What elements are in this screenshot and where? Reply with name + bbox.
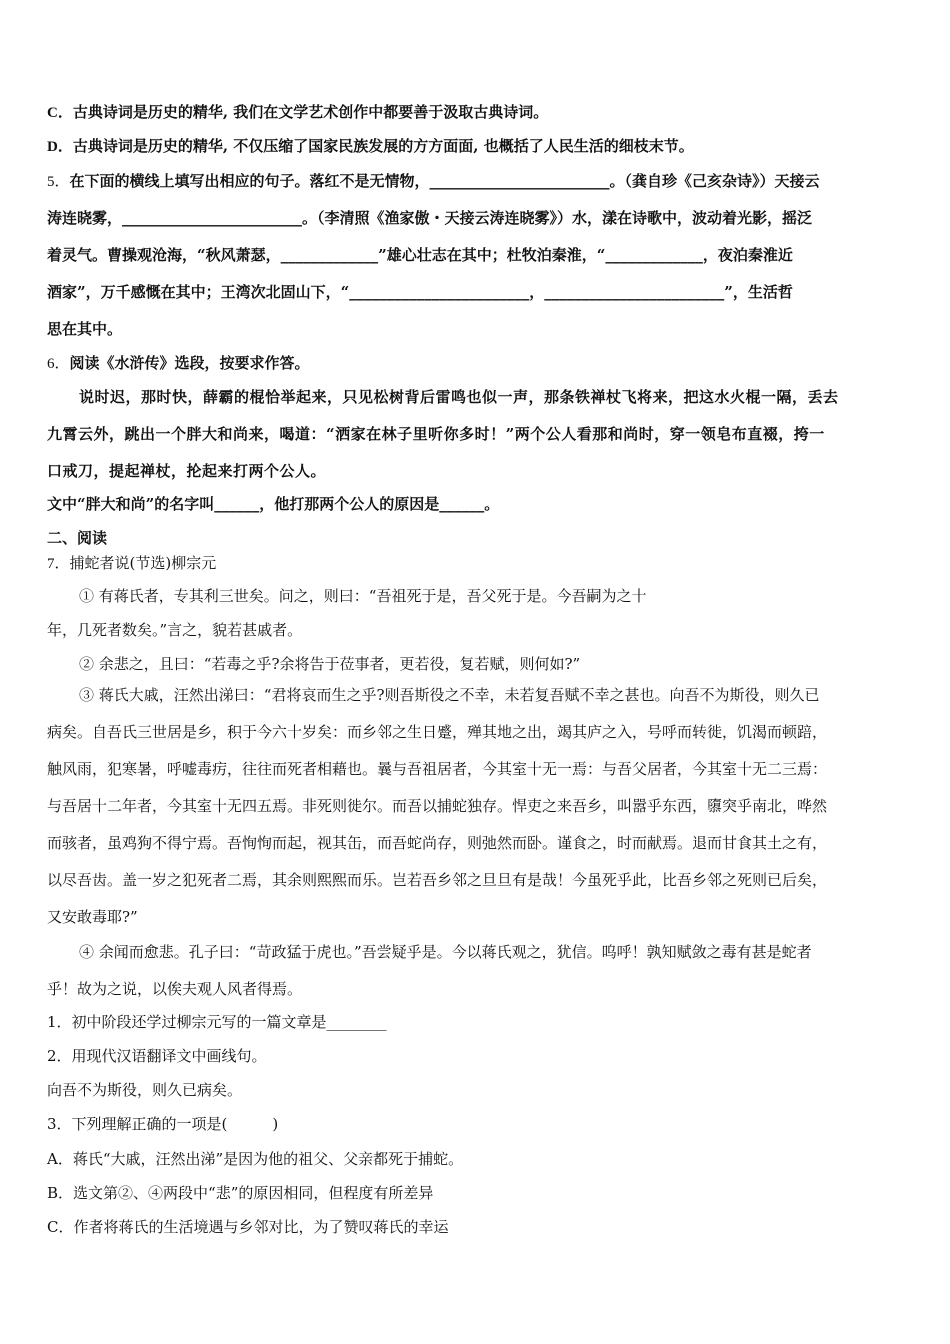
sub-question-1: 1．初中阶段还学过柳宗元写的一篇文章是________ (47, 1013, 387, 1031)
text-paragraph-4b: 乎！故为之说，以俟夫观人风者得焉。 (47, 980, 303, 998)
translation-sentence: 向吾不为斯役，则久已病矣。 (47, 1081, 243, 1099)
passage-line-1: 说时迟，那时快，薛霸的棍恰举起来，只见松树背后雷鸣也似一声，那条铁禅杖飞将来，把这水火棍一隔，丢去 (79, 388, 839, 406)
question-5-line-1: 5．在下面的横线上填写出相应的句子。落红不是无情物，________________________。（龚自珍《己亥杂诗》）天接云 (47, 172, 820, 190)
text-paragraph-1b: 年，几死者数矣。”言之，貌若甚戚者。 (47, 621, 303, 639)
text-paragraph-3c: 触风雨，犯寒暑，呼嘘毒疠，往往而死者相藉也。曩与吾祖居者，今其室十无一焉：与吾父居者，今其室十无二三焉： (47, 760, 828, 778)
text-paragraph-1a: ① 有蒋氏者，专其利三世矣。问之，则曰：“吾祖死于是，吾父死于是。今吾嗣为之十 (79, 587, 647, 605)
text-paragraph-3g: 又安敢毒耶?” (47, 908, 138, 926)
answer-option-b: B．选文第②、④两段中“悲”的原因相同，但程度有所差异 (47, 1184, 434, 1202)
passage-line-3: 口戒刀，提起禅杖，抡起来打两个公人。 (47, 462, 327, 480)
text-paragraph-2: ② 余悲之，且曰：“若毒之乎?余将告于莅事者，更若役，复若赋，则何如?” (79, 655, 581, 673)
text-paragraph-3a: ③ 蒋氏大戚，汪然出涕曰：“君将哀而生之乎?则吾斯役之不幸，未若复吾赋不幸之甚也。向吾不为斯役，则久已 (79, 686, 820, 704)
text-paragraph-3d: 与吾居十二年者，今其室十无四五焉。非死则徙尔。而吾以捕蛇独存。悍吏之来吾乡，叫嚣乎东西，隳突乎南北，哗然 (47, 797, 828, 815)
question-6-question: 文中“胖大和尚”的名字叫______，他打那两个公人的原因是______。 (47, 495, 500, 513)
question-5-line-5: 思在其中。 (47, 320, 123, 338)
section-heading: 二、阅读 (47, 529, 108, 547)
option-c: C．古典诗词是历史的精华, 我们在文学艺术创作中都要善于汲取古典诗词。 (47, 103, 549, 121)
text-paragraph-3f: 以尽吾齿。盖一岁之犯死者二焉，其余则熙熙而乐。岂若吾乡邻之旦旦有是哉！今虽死乎此，比吾乡邻之死则已后矣， (47, 871, 828, 889)
text-paragraph-3b: 病矣。自吾氏三世居是乡，积于今六十岁矣：而乡邻之生日蹙，殚其地之出，竭其庐之入，号呼而转徙，饥渴而顿踣， (47, 723, 828, 741)
question-5-line-2: 涛连晓雾，________________________。（李清照《渔家傲・天接云涛连晓雾》）水，漾在诗歌中，波动着光影，摇泛 (47, 209, 813, 227)
question-5-line-4: 酒家”，万千感慨在其中；王湾次北固山下，“________________________，________________________”，生活哲 (47, 283, 793, 301)
sub-question-2: 2．用现代汉语翻译文中画线句。 (47, 1047, 267, 1065)
question-5-line-3: 着灵气。曹操观沧海，“秋风萧瑟，_____________”雄心壮志在其中；杜牧泊秦淮，“_____________，夜泊秦淮近 (47, 246, 793, 264)
answer-option-a: A．蒋氏“大戚，汪然出涕”是因为他的祖父、父亲都死于捕蛇。 (47, 1150, 464, 1168)
question-7-title: 7．捕蛇者说(节选)柳宗元 (47, 554, 217, 572)
passage-line-2: 九霄云外，跳出一个胖大和尚来，喝道：“洒家在林子里听你多时！”两个公人看那和尚时，穿一领皂布直裰，挎一 (47, 425, 825, 443)
question-6-prompt: 6．阅读《水浒传》选段，按要求作答。 (47, 354, 310, 372)
answer-option-c: C．作者将蒋氏的生活境遇与乡邻对比，为了赞叹蒋氏的幸运 (47, 1218, 449, 1236)
text-paragraph-3e: 而骇者，虽鸡狗不得宁焉。吾恂恂而起，视其缶，而吾蛇尚存，则弛然而卧。谨食之，时而献焉。退而甘食其土之有， (47, 834, 828, 852)
sub-question-3: 3．下列理解正确的一项是( ) (47, 1115, 279, 1133)
text-paragraph-4a: ④ 余闻而愈悲。孔子曰：“苛政猛于虎也。”吾尝疑乎是。今以蒋氏观之，犹信。呜呼！孰知赋敛之毒有甚是蛇者 (79, 943, 812, 961)
option-d: D．古典诗词是历史的精华, 不仅压缩了国家民族发展的方方面面, 也概括了人民生活的细枝末节。 (47, 137, 694, 155)
